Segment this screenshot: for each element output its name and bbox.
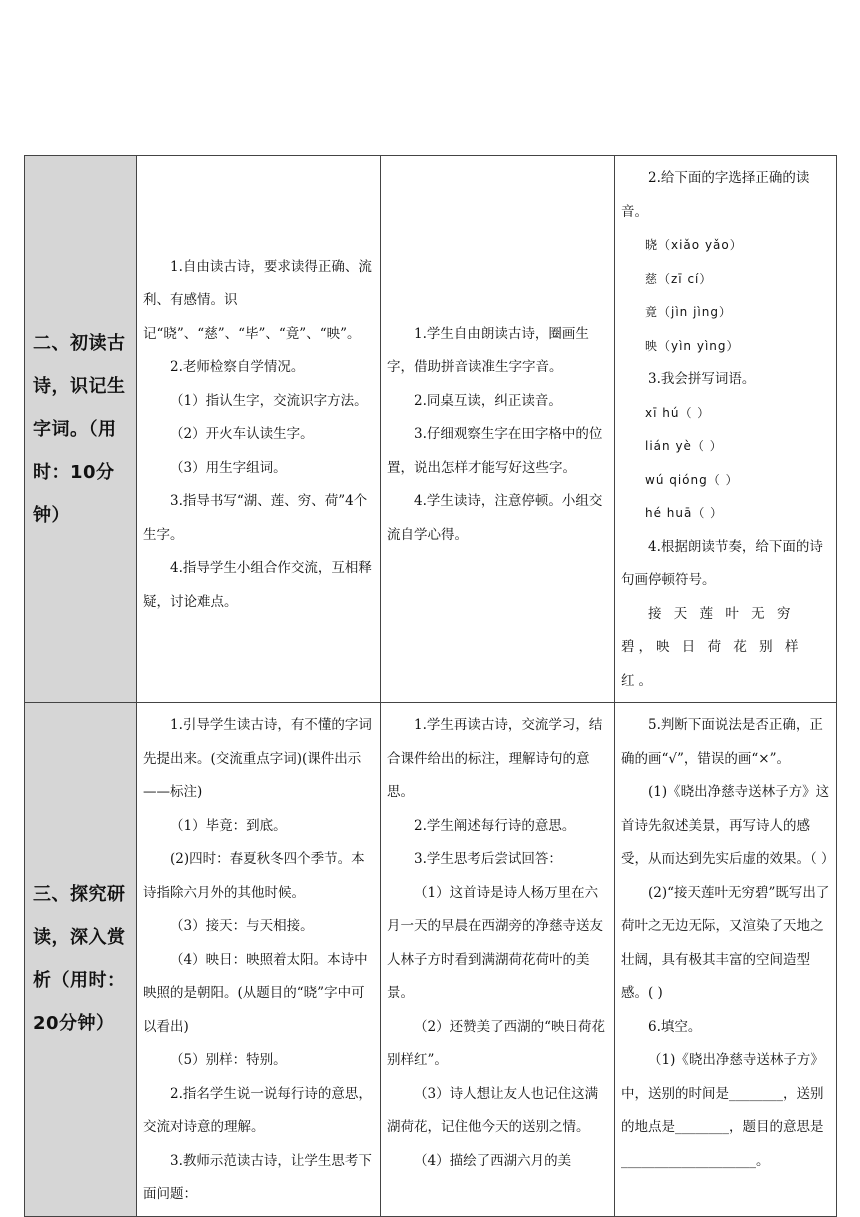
exercise-item: xī hú（ ） xyxy=(645,405,711,420)
exercise-cell xyxy=(615,703,837,1217)
teacher-activity-cell xyxy=(137,703,381,1217)
exercise-item: 6.填空。 xyxy=(648,1018,702,1035)
student-step: 2.同桌互读，纠正读音。 xyxy=(414,392,562,409)
exercise-item: 3.我会拼写词语。 xyxy=(648,371,756,387)
teacher-step: （3）接天：与天相接。 xyxy=(170,918,314,934)
teacher-step: （3）用生字组词。 xyxy=(170,459,287,476)
teacher-step: （2）开火车认读生字。 xyxy=(170,426,314,443)
exercise-item: （1)《晓出净慈寺送林子方》中，送别的时间是________，送别的地点是________，题目的意思是____________________。 xyxy=(621,1052,824,1169)
teacher-step: 1.引导学生读古诗，有不懂的字词先提出来。(交流重点字词)(课件出示——标注) xyxy=(143,717,372,800)
exercise-item: wú qióng（ ） xyxy=(645,472,739,487)
lesson-plan-table xyxy=(24,155,837,1217)
exercise-item: 慈（zī cí） xyxy=(645,271,713,286)
table-row xyxy=(25,703,837,1217)
teacher-activity-cell xyxy=(137,156,381,703)
student-step: （2）还赞美了西湖的“映日荷花别样红”。 xyxy=(387,1018,605,1068)
teacher-step: 3.指导书写“湖、莲、穷、荷”4个生字。 xyxy=(143,493,368,543)
exercise-item: (1)《晓出净慈寺送林子方》这首诗先叙述美景，再写诗人的感受，从而达到先实后虚的效果。（ ） xyxy=(621,784,835,867)
student-activity-cell xyxy=(381,156,615,703)
table-row xyxy=(25,156,837,703)
teacher-step: （1）毕竟：到底。 xyxy=(170,817,287,834)
exercise-item: 晓（xiǎo yǎo） xyxy=(645,238,743,252)
teacher-step: 2.老师检察自学情况。 xyxy=(170,359,305,376)
student-step: 3.学生思考后尝试回答： xyxy=(414,851,562,867)
teacher-step: 2.指名学生说一说每行诗的意思，交流对诗意的理解。 xyxy=(143,1085,372,1135)
teacher-step: （4）映日：映照着太阳。本诗中映照的是朝阳。(从题目的“晓”字中可以看出) xyxy=(143,951,368,1035)
student-activity-cell xyxy=(381,703,615,1217)
student-step: （3）诗人想让友人也记住这满湖荷花，记住他今天的送别之情。 xyxy=(387,1085,599,1135)
stage-cell xyxy=(25,703,137,1217)
exercise-item: 2.给下面的字选择正确的读音。 xyxy=(621,170,810,220)
exercise-item: 5.判断下面说法是否正确，正确的画“√”，错误的画“×”。 xyxy=(621,717,823,767)
exercise-cell xyxy=(615,156,837,703)
teacher-step: 1.自由读古诗，要求读得正确、流利、有感情。识记“晓”、“慈”、“毕”、“竟”、“映”。 xyxy=(143,258,372,342)
student-step: （1）这首诗是诗人杨万里在六月一天的早晨在西湖旁的净慈寺送友人林子方时看到满湖荷花荷叶的美景。 xyxy=(387,884,603,1001)
student-step: 2.学生阐述每行诗的意思。 xyxy=(414,817,576,834)
teacher-step: 3.教师示范读古诗，让学生思考下面问题： xyxy=(143,1152,372,1202)
stage-cell xyxy=(25,156,137,703)
teacher-step: (2)四时：春夏秋冬四个季节。本诗指除六月外的其他时候。 xyxy=(143,851,365,901)
exercise-item: lián yè（ ） xyxy=(645,439,723,453)
student-step: （4）描绘了西湖六月的美 xyxy=(414,1152,572,1169)
student-step: 1.学生再读古诗，交流学习，结合课件给出的标注，理解诗句的意思。 xyxy=(387,717,603,800)
teacher-step: （5）别样：特别。 xyxy=(170,1052,287,1068)
exercise-item: 接 天 莲 叶 无 穷 碧，映 日 荷 花 别 样 红。 xyxy=(621,605,803,689)
stage-title: 二、初读古诗，识记生字词。（用时：10分钟） xyxy=(33,332,126,526)
exercise-item: hé huā（ ） xyxy=(645,506,724,520)
stage-title: 三、探究研读，深入赏析（用时：20分钟） xyxy=(33,884,126,1035)
student-step: 1.学生自由朗读古诗，圈画生字，借助拼音读准生字字音。 xyxy=(387,325,589,376)
exercise-item: 4.根据朗读节奏，给下面的诗句画停顿符号。 xyxy=(621,538,823,588)
student-step: 3.仔细观察生字在田字格中的位置，说出怎样才能写好这些字。 xyxy=(387,426,603,476)
exercise-item: (2)“接天莲叶无穷碧”既写出了荷叶之无边无际，又渲染了天地之壮阔，具有极其丰富的空间造型感。( ) xyxy=(621,884,830,1001)
exercise-item: 竟（jìn jìng） xyxy=(645,305,732,319)
teacher-step: （1）指认生字，交流识字方法。 xyxy=(170,392,368,409)
teacher-step: 4.指导学生小组合作交流，互相释疑，讨论难点。 xyxy=(143,560,372,610)
exercise-item: 映（yìn yìng） xyxy=(645,338,740,353)
student-step: 4.学生读诗，注意停顿。小组交流自学心得。 xyxy=(387,493,603,543)
